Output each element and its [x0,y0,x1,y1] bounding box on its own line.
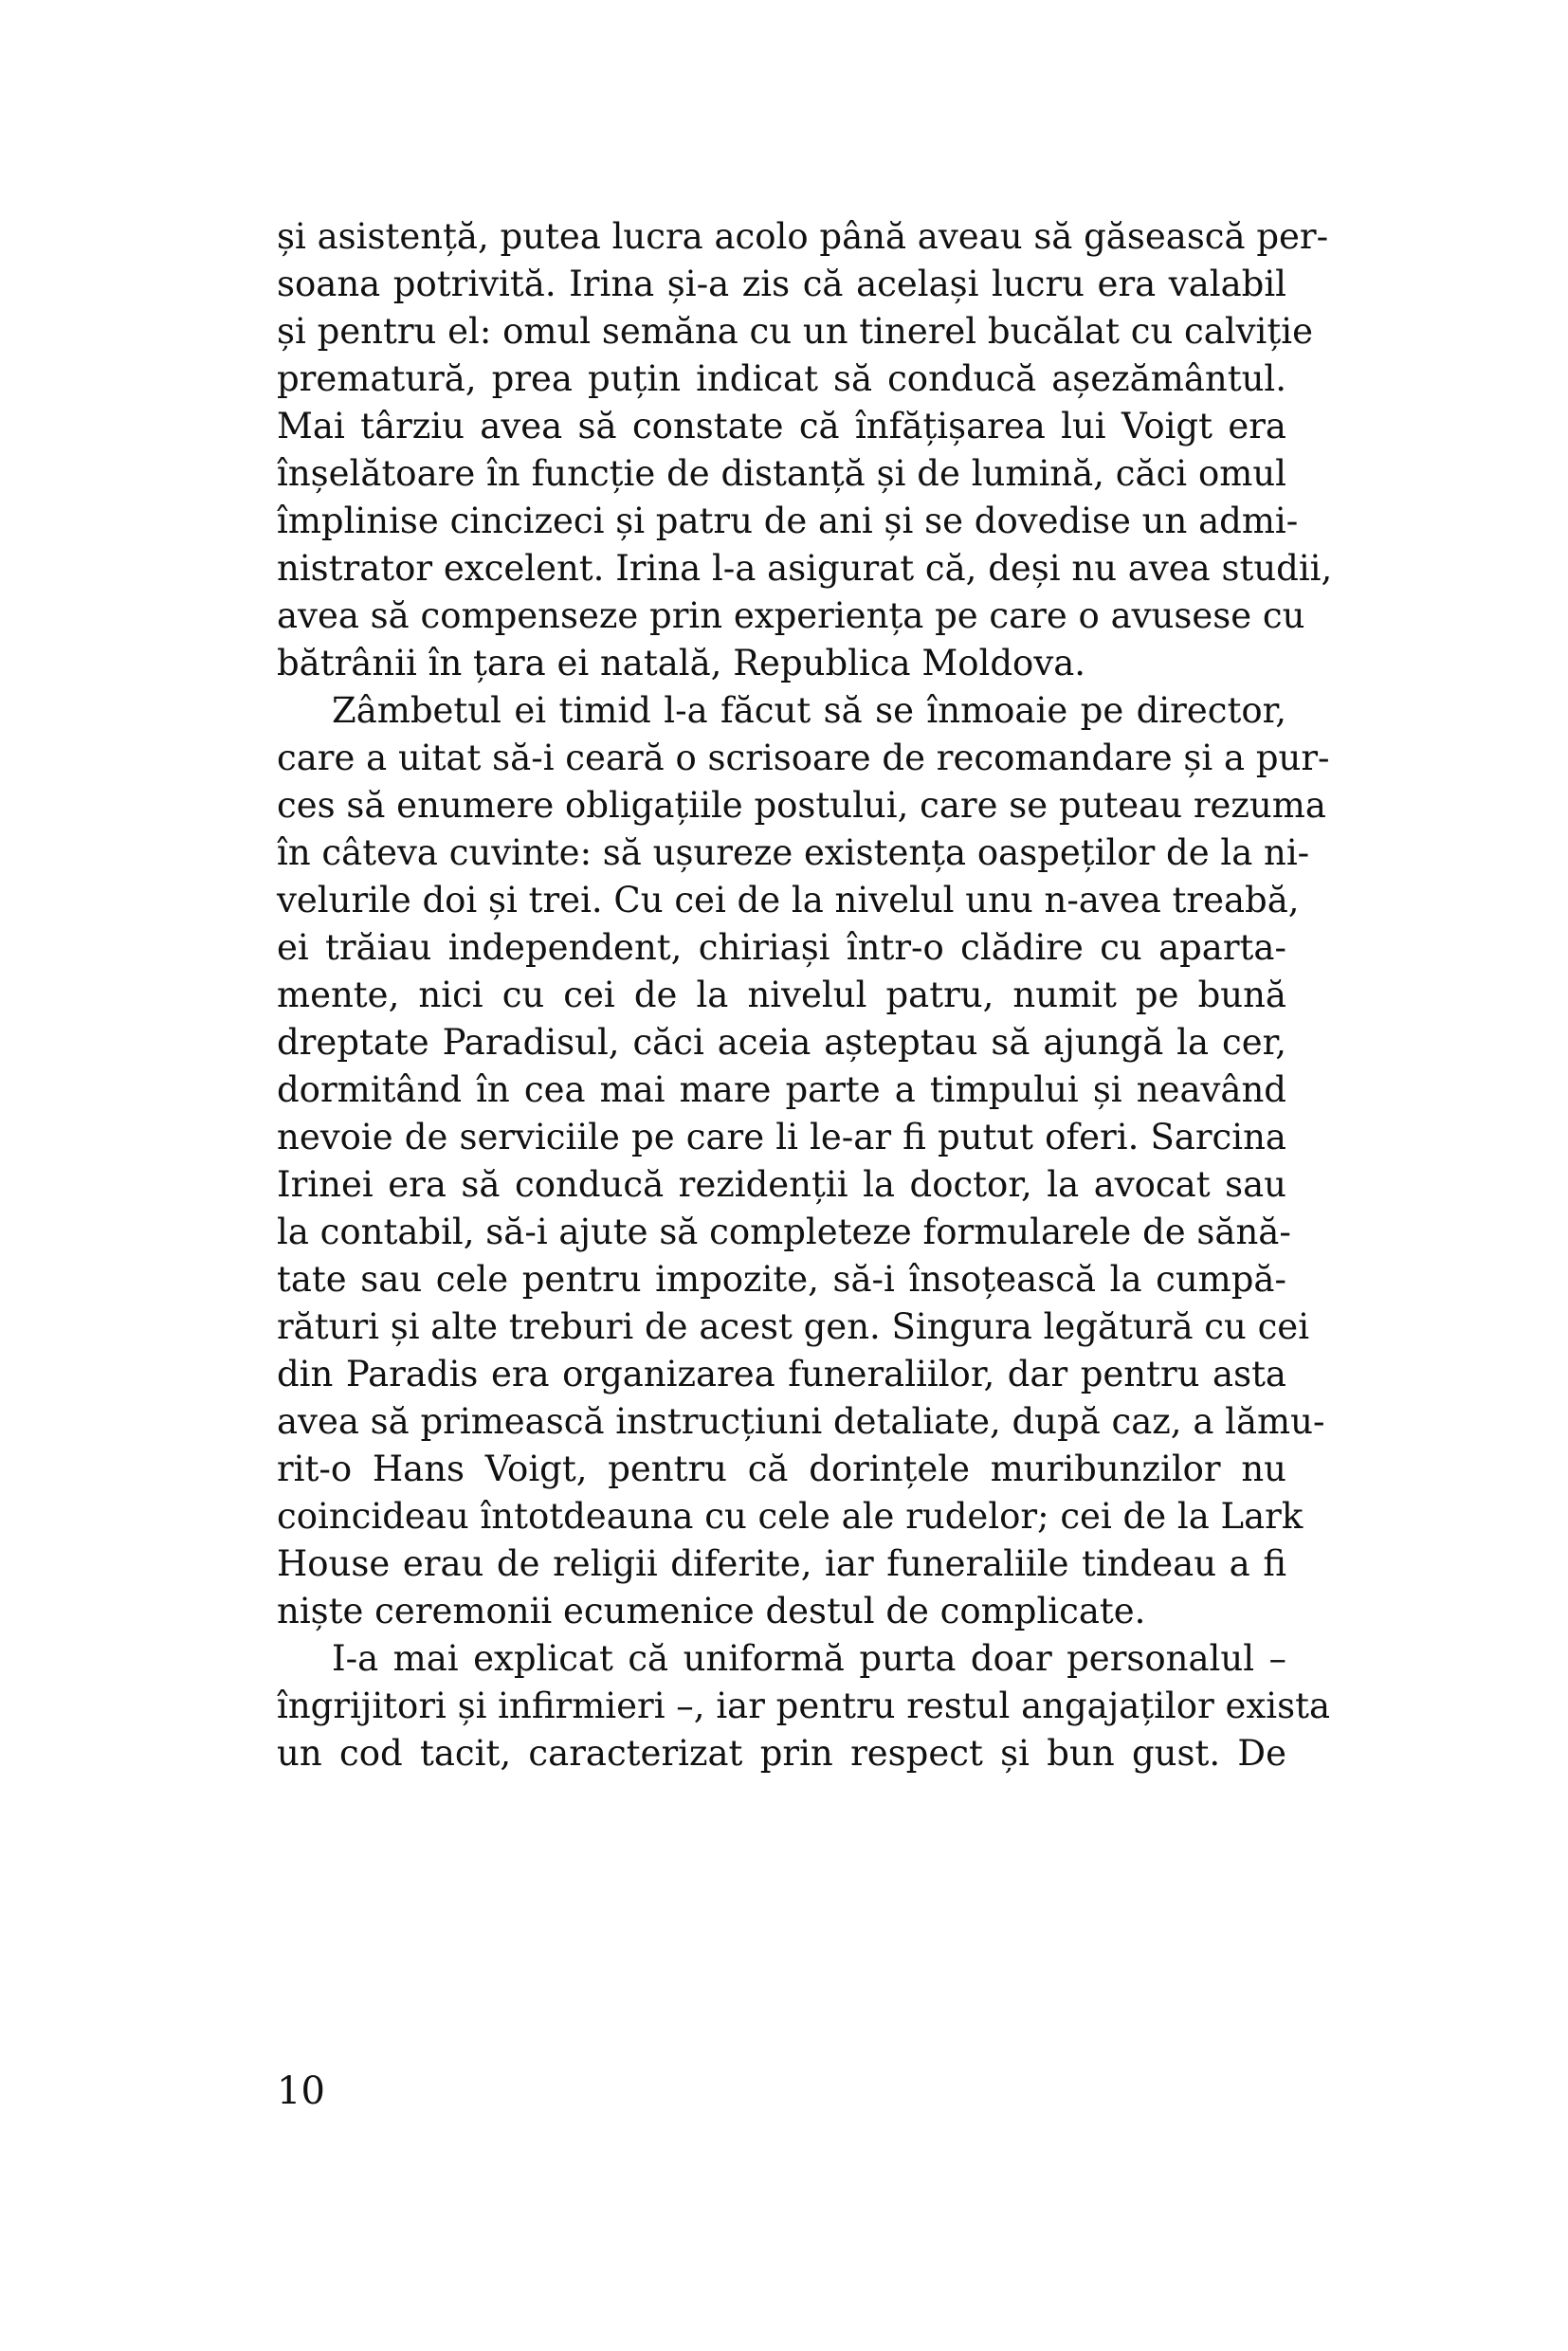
text-line: care a uitat să-i ceară o scrisoare de recomandare și a pur- [277,738,1330,778]
text-line: I-a mai explicat că uniformă purta doar personalul – [332,1638,1286,1679]
text-line: nevoie de serviciile pe care li le-ar fi putut oferi. Sarcina [277,1117,1286,1157]
text-line: în câteva cuvinte: să ușureze existența oaspeților de la ni- [277,832,1310,873]
text-line: ces să enumere obligațiile postului, care se puteau rezuma [277,785,1326,826]
page-number: 10 [277,2069,325,2113]
text-line: nistrator excelent. Irina l-a asigurat că, deși nu avea studii, [277,548,1333,589]
text-line: prematură, prea puțin indicat să conducă așezământul. [277,358,1286,399]
text-line: rit-o Hans Voigt, pentru că dorințele muribunzilor nu [277,1449,1286,1489]
text-line: House erau de religii diferite, iar funeraliile tindeau a fi [277,1543,1286,1584]
body-text [277,213,1333,1777]
text-line: dormitând în cea mai mare parte a timpului și neavând [277,1069,1286,1110]
text-line: din Paradis era organizarea funeraliilor, dar pentru asta [277,1354,1286,1394]
text-line: niște ceremonii ecumenice destul de complicate. [277,1591,1146,1631]
text-line: îngrijitori și infirmieri –, iar pentru restul angajaților exista [277,1686,1331,1726]
text-line: avea să compenseze prin experiența pe care o avusese cu [277,595,1305,636]
text-line: Irinei era să conducă rezidenții la doctor, la avocat sau [277,1164,1286,1205]
text-line: împlinise cincizeci și patru de ani și se dovedise un admi- [277,501,1299,541]
text-line: velurile doi și trei. Cu cei de la nivelul unu n-avea treabă, [277,880,1300,920]
text-line: soana potrivită. Irina și-a zis că același lucru era valabil [277,264,1286,304]
text-line: mente, nici cu cei de la nivelul patru, numit pe bună [277,975,1286,1015]
text-line: la contabil, să-i ajute să completeze formularele de sănă- [277,1212,1291,1252]
text-line: bătrânii în țara ei natală, Republica Moldova. [277,643,1086,683]
text-line: rături și alte treburi de acest gen. Singura legătură cu cei [277,1306,1310,1347]
text-line: coincideau întotdeauna cu cele ale rudelor; cei de la Lark [277,1496,1304,1537]
text-line: tate sau cele pentru impozite, să-i însoțească la cumpă- [277,1259,1286,1300]
text-line: înșelătoare în funcție de distanță și de lumină, căci omul [277,453,1286,494]
text-line: avea să primească instrucțiuni detaliate, după caz, a lămu- [277,1401,1325,1442]
text-line: ei trăiau independent, chiriași într-o clădire cu aparta- [277,927,1286,968]
text-line: dreptate Paradisul, căci aceia așteptau să ajungă la cer, [277,1022,1286,1063]
text-line: și pentru el: omul semăna cu un tinerel bucălat cu calviție [277,311,1313,352]
text-line: un cod tacit, caracterizat prin respect și bun gust. De [277,1733,1286,1774]
text-line: Mai târziu avea să constate că înfățișarea lui Voigt era [277,406,1286,447]
text-line: și asistență, putea lucra acolo până aveau să găsească per- [277,216,1329,257]
text-line: Zâmbetul ei timid l-a făcut să se înmoaie pe director, [332,690,1286,731]
